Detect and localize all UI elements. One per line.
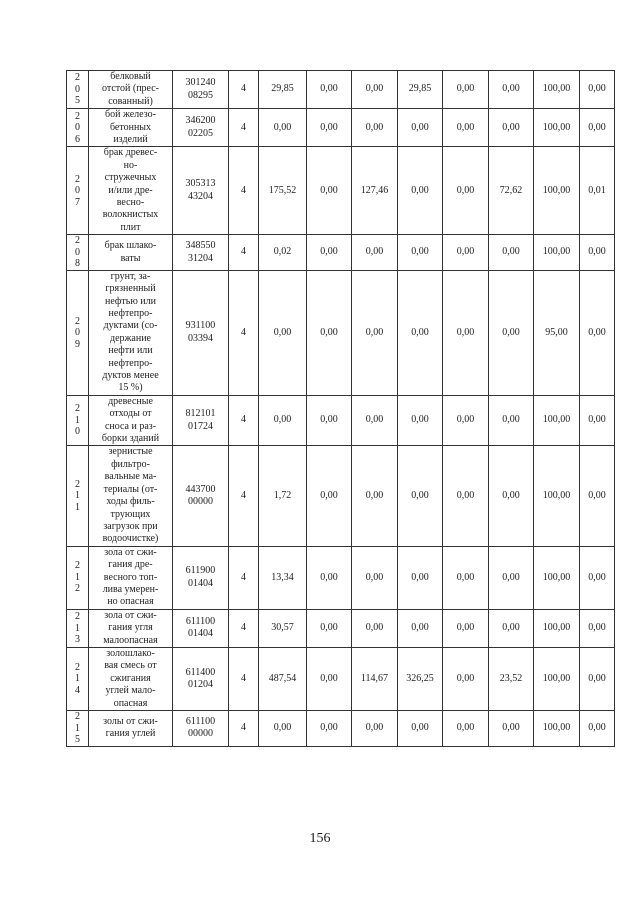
row-number-digit: 2	[75, 611, 80, 623]
waste-name-line: нефтепро-	[108, 357, 153, 369]
waste-table	[66, 70, 615, 747]
waste-code-line: 02205	[188, 127, 213, 139]
row-number-digit: 1	[75, 622, 80, 634]
waste-name-line: весно-	[116, 197, 145, 209]
waste-code-line: 301240	[185, 77, 216, 89]
row-number-digit: 1	[75, 490, 80, 502]
hazard-class-cell: 4	[229, 395, 259, 446]
value-cell: 0,00	[398, 395, 443, 446]
value-cell: 0,00	[489, 270, 534, 395]
waste-code-line: 611900	[185, 565, 216, 577]
waste-name-line: золошлако-	[106, 647, 155, 659]
waste-name-line: нефтью или	[105, 295, 156, 307]
value-cell: 0,00	[443, 446, 489, 546]
row-number-digit: 2	[75, 315, 80, 327]
value-cell: 487,54	[259, 647, 307, 710]
value-cell: 0,00	[443, 147, 489, 235]
row-number-cell	[67, 609, 89, 647]
value-cell: 0,00	[443, 647, 489, 710]
value-cell: 23,52	[489, 647, 534, 710]
hazard-class-cell: 4	[229, 109, 259, 147]
value-cell: 0,00	[580, 446, 615, 546]
waste-code-cell	[173, 546, 229, 609]
waste-name-line: вая смесь от	[104, 660, 157, 672]
waste-name-cell	[89, 109, 173, 147]
value-cell: 0,00	[307, 647, 352, 710]
waste-name-line: волокнистых	[102, 209, 159, 221]
row-number-cell	[67, 109, 89, 147]
row-number-digit: 1	[75, 501, 80, 513]
value-cell: 0,00	[489, 109, 534, 147]
value-cell: 0,00	[580, 609, 615, 647]
table-row	[67, 446, 615, 546]
value-cell: 0,00	[580, 647, 615, 710]
value-cell: 0,00	[307, 446, 352, 546]
row-number-digit: 0	[75, 327, 80, 339]
row-number-digit: 7	[75, 196, 80, 208]
waste-name-cell	[89, 395, 173, 446]
waste-name-line: водоочистке)	[102, 533, 159, 545]
waste-code-line: 443700	[185, 483, 216, 495]
value-cell: 100,00	[534, 609, 580, 647]
waste-name-line: борки зданий	[101, 433, 160, 445]
waste-code-line: 611100	[185, 715, 216, 727]
waste-name-cell	[89, 71, 173, 109]
value-cell: 100,00	[534, 235, 580, 271]
waste-name-line: зернистые	[108, 446, 153, 458]
value-cell: 100,00	[534, 446, 580, 546]
waste-name-line: загрузок при	[103, 520, 158, 532]
waste-code-line: 611100	[185, 615, 216, 627]
hazard-class-cell: 4	[229, 71, 259, 109]
waste-code-line: 00000	[188, 496, 213, 508]
value-cell: 100,00	[534, 71, 580, 109]
row-number-digit: 2	[75, 110, 80, 122]
waste-code-cell	[173, 235, 229, 271]
value-cell: 100,00	[534, 147, 580, 235]
value-cell: 0,00	[398, 546, 443, 609]
row-number-digit: 9	[75, 338, 80, 350]
waste-name-line: гания углей	[105, 728, 156, 740]
waste-code-line: 01404	[188, 577, 213, 589]
waste-name-line: золы от сжи-	[103, 715, 158, 727]
value-cell: 0,00	[489, 546, 534, 609]
row-number-digit: 2	[75, 661, 80, 673]
waste-name-line: сноса и раз-	[104, 420, 157, 432]
value-cell: 0,00	[398, 711, 443, 747]
value-cell: 100,00	[534, 395, 580, 446]
waste-name-line: но-	[123, 159, 138, 171]
value-cell: 0,00	[352, 109, 398, 147]
waste-name-line: гания дре-	[108, 559, 153, 571]
value-cell: 0,00	[443, 395, 489, 446]
row-number-cell	[67, 395, 89, 446]
waste-code-line: 931100	[185, 320, 216, 332]
waste-code-line: 611400	[185, 666, 216, 678]
table-row	[67, 270, 615, 395]
waste-name-line: брак древес-	[103, 147, 158, 159]
waste-code-cell	[173, 395, 229, 446]
waste-name-line: опасная	[113, 697, 148, 709]
table-row	[67, 546, 615, 609]
waste-code-line: 08295	[188, 89, 213, 101]
waste-name-line: трующих	[110, 508, 151, 520]
waste-name-line: но опасная	[107, 596, 154, 608]
waste-code-line: 812101	[185, 408, 216, 420]
value-cell: 0,00	[398, 609, 443, 647]
row-number-digit: 2	[75, 583, 80, 595]
waste-code-cell	[173, 109, 229, 147]
value-cell: 0,00	[443, 71, 489, 109]
value-cell: 100,00	[534, 647, 580, 710]
waste-name-cell	[89, 711, 173, 747]
value-cell: 0,00	[352, 546, 398, 609]
value-cell: 0,00	[489, 71, 534, 109]
hazard-class-cell: 4	[229, 609, 259, 647]
row-number-digit: 6	[75, 133, 80, 145]
row-number-cell	[67, 270, 89, 395]
waste-code-line: 348550	[185, 240, 216, 252]
waste-name-line: дуктами (со-	[103, 320, 158, 332]
row-number-digit: 2	[75, 560, 80, 572]
row-number-cell	[67, 71, 89, 109]
row-number-cell	[67, 546, 89, 609]
value-cell: 30,57	[259, 609, 307, 647]
waste-name-line: отстой (прес-	[101, 83, 160, 95]
value-cell: 0,00	[489, 711, 534, 747]
value-cell: 0,00	[580, 109, 615, 147]
row-number-digit: 0	[75, 83, 80, 95]
value-cell: 100,00	[534, 546, 580, 609]
value-cell: 0,00	[580, 71, 615, 109]
value-cell: 127,46	[352, 147, 398, 235]
value-cell: 0,00	[489, 446, 534, 546]
waste-name-line: фильтро-	[111, 458, 150, 470]
row-number-digit: 1	[75, 414, 80, 426]
waste-code-line: 03394	[188, 332, 213, 344]
hazard-class-cell: 4	[229, 647, 259, 710]
waste-name-line: вальные ма-	[104, 471, 157, 483]
table-row	[67, 647, 615, 710]
table-row	[67, 609, 615, 647]
value-cell: 0,00	[307, 71, 352, 109]
waste-name-line: зола от сжи-	[104, 609, 157, 621]
value-cell: 0,00	[580, 235, 615, 271]
waste-code-cell	[173, 270, 229, 395]
waste-name-line: отходы от	[109, 408, 152, 420]
waste-name-line: 15 %)	[118, 382, 143, 394]
value-cell: 0,00	[352, 270, 398, 395]
waste-name-line: сжигания	[110, 672, 151, 684]
row-number-digit: 5	[75, 734, 80, 745]
table-row	[67, 109, 615, 147]
value-cell: 0,00	[398, 147, 443, 235]
waste-name-line: древесные	[108, 395, 153, 407]
value-cell: 72,62	[489, 147, 534, 235]
value-cell: 0,00	[307, 109, 352, 147]
value-cell: 0,00	[259, 109, 307, 147]
row-number-digit: 0	[75, 246, 80, 258]
waste-name-line: сованный)	[108, 95, 153, 107]
value-cell: 0,00	[489, 395, 534, 446]
hazard-class-cell: 4	[229, 147, 259, 235]
value-cell: 114,67	[352, 647, 398, 710]
waste-code-cell	[173, 711, 229, 747]
waste-name-line: ваты	[120, 252, 141, 264]
value-cell: 0,00	[307, 147, 352, 235]
value-cell: 0,00	[443, 609, 489, 647]
row-number-digit: 8	[75, 258, 80, 270]
waste-name-line: нефтепро-	[108, 308, 153, 319]
value-cell: 0,00	[259, 711, 307, 747]
waste-code-line: 01204	[188, 678, 213, 690]
value-cell: 0,00	[259, 395, 307, 446]
waste-code-line: 01404	[188, 628, 213, 640]
value-cell: 0,00	[352, 395, 398, 446]
table-row	[67, 147, 615, 235]
waste-name-line: дуктов менее	[102, 370, 159, 382]
value-cell: 0,00	[352, 609, 398, 647]
value-cell: 0,00	[398, 109, 443, 147]
waste-code-line: 01724	[188, 420, 213, 432]
value-cell: 0,00	[307, 395, 352, 446]
waste-code-cell	[173, 446, 229, 546]
row-number-digit: 2	[75, 403, 80, 415]
value-cell: 0,00	[443, 235, 489, 271]
table-body	[67, 71, 615, 747]
waste-name-line: брак шлако-	[104, 240, 157, 252]
page-number: 156	[309, 831, 331, 846]
value-cell: 0,00	[443, 546, 489, 609]
value-cell: 0,00	[307, 270, 352, 395]
waste-name-line: зола от сжи-	[104, 546, 157, 558]
row-number-cell	[67, 235, 89, 271]
value-cell: 1,72	[259, 446, 307, 546]
row-number-digit: 4	[75, 684, 80, 696]
value-cell: 100,00	[534, 109, 580, 147]
value-cell: 175,52	[259, 147, 307, 235]
waste-name-cell	[89, 609, 173, 647]
waste-code-cell	[173, 647, 229, 710]
waste-name-line: ходы филь-	[106, 496, 155, 508]
value-cell: 0,00	[307, 609, 352, 647]
hazard-class-cell: 4	[229, 546, 259, 609]
value-cell: 29,85	[398, 71, 443, 109]
table-row	[67, 235, 615, 271]
value-cell: 0,00	[307, 546, 352, 609]
value-cell: 0,00	[352, 235, 398, 271]
row-number-digit: 1	[75, 571, 80, 583]
waste-code-line: 346200	[185, 115, 216, 127]
waste-name-line: грязненный	[105, 283, 156, 295]
waste-name-line: бетонных	[109, 121, 152, 133]
value-cell: 0,00	[352, 711, 398, 747]
value-cell: 0,00	[259, 270, 307, 395]
waste-name-line: изделий	[113, 134, 148, 146]
row-number-digit: 5	[75, 95, 80, 107]
row-number-digit: 2	[75, 711, 80, 722]
row-number-cell	[67, 446, 89, 546]
value-cell: 0,00	[443, 711, 489, 747]
waste-name-line: и/или дре-	[108, 184, 153, 196]
row-number-digit: 2	[75, 235, 80, 247]
value-cell: 0,00	[489, 235, 534, 271]
row-number-digit: 0	[75, 122, 80, 134]
row-number-digit: 2	[75, 173, 80, 185]
row-number-cell	[67, 711, 89, 747]
value-cell: 326,25	[398, 647, 443, 710]
table-row	[67, 395, 615, 446]
waste-code-line: 43204	[188, 190, 213, 202]
value-cell: 0,00	[443, 270, 489, 395]
row-number-digit: 0	[75, 426, 80, 438]
waste-name-cell	[89, 147, 173, 235]
row-number-digit: 3	[75, 634, 80, 646]
value-cell: 0,00	[307, 711, 352, 747]
waste-name-line: нефти или	[108, 345, 153, 357]
row-number-cell	[67, 647, 89, 710]
waste-name-line: углей мало-	[105, 685, 156, 697]
value-cell: 13,34	[259, 546, 307, 609]
value-cell: 0,00	[398, 446, 443, 546]
waste-name-line: плит	[120, 221, 141, 233]
waste-name-cell	[89, 446, 173, 546]
row-number-digit: 1	[75, 673, 80, 685]
row-number-digit: 2	[75, 72, 80, 84]
value-cell: 0,02	[259, 235, 307, 271]
waste-name-cell	[89, 235, 173, 271]
waste-name-line: грунт, за-	[110, 270, 151, 282]
table-row	[67, 71, 615, 109]
value-cell: 0,00	[580, 546, 615, 609]
waste-code-line: 31204	[188, 252, 213, 264]
waste-code-line: 00000	[188, 728, 213, 740]
value-cell: 0,00	[352, 71, 398, 109]
waste-code-line: 305313	[185, 178, 216, 190]
waste-name-cell	[89, 647, 173, 710]
value-cell: 29,85	[259, 71, 307, 109]
value-cell: 0,00	[580, 395, 615, 446]
value-cell: 0,00	[398, 235, 443, 271]
hazard-class-cell: 4	[229, 235, 259, 271]
table-row	[67, 711, 615, 747]
waste-name-line: малоопасная	[103, 634, 158, 646]
row-number-digit: 1	[75, 722, 80, 734]
waste-name-line: бой железо-	[105, 109, 156, 121]
value-cell: 0,00	[443, 109, 489, 147]
waste-name-line: белковый	[110, 71, 151, 82]
value-cell: 0,00	[580, 270, 615, 395]
value-cell: 100,00	[534, 711, 580, 747]
waste-name-line: гания угля	[108, 622, 153, 634]
value-cell: 0,00	[580, 711, 615, 747]
waste-name-line: териалы (от-	[103, 483, 158, 495]
waste-code-cell	[173, 71, 229, 109]
hazard-class-cell: 4	[229, 711, 259, 747]
row-number-digit: 0	[75, 185, 80, 197]
waste-name-cell	[89, 270, 173, 395]
waste-code-cell	[173, 147, 229, 235]
hazard-class-cell: 4	[229, 270, 259, 395]
waste-name-line: лива умерен-	[102, 583, 159, 595]
value-cell: 0,01	[580, 147, 615, 235]
value-cell: 0,00	[352, 446, 398, 546]
hazard-class-cell: 4	[229, 446, 259, 546]
waste-name-line: весного топ-	[103, 571, 158, 583]
waste-code-cell	[173, 609, 229, 647]
row-number-digit: 2	[75, 478, 80, 490]
row-number-cell	[67, 147, 89, 235]
waste-name-cell	[89, 546, 173, 609]
value-cell: 0,00	[398, 270, 443, 395]
value-cell: 95,00	[534, 270, 580, 395]
waste-name-line: держание	[109, 332, 151, 344]
waste-name-line: стружечных	[104, 172, 157, 184]
value-cell: 0,00	[307, 235, 352, 271]
value-cell: 0,00	[489, 609, 534, 647]
